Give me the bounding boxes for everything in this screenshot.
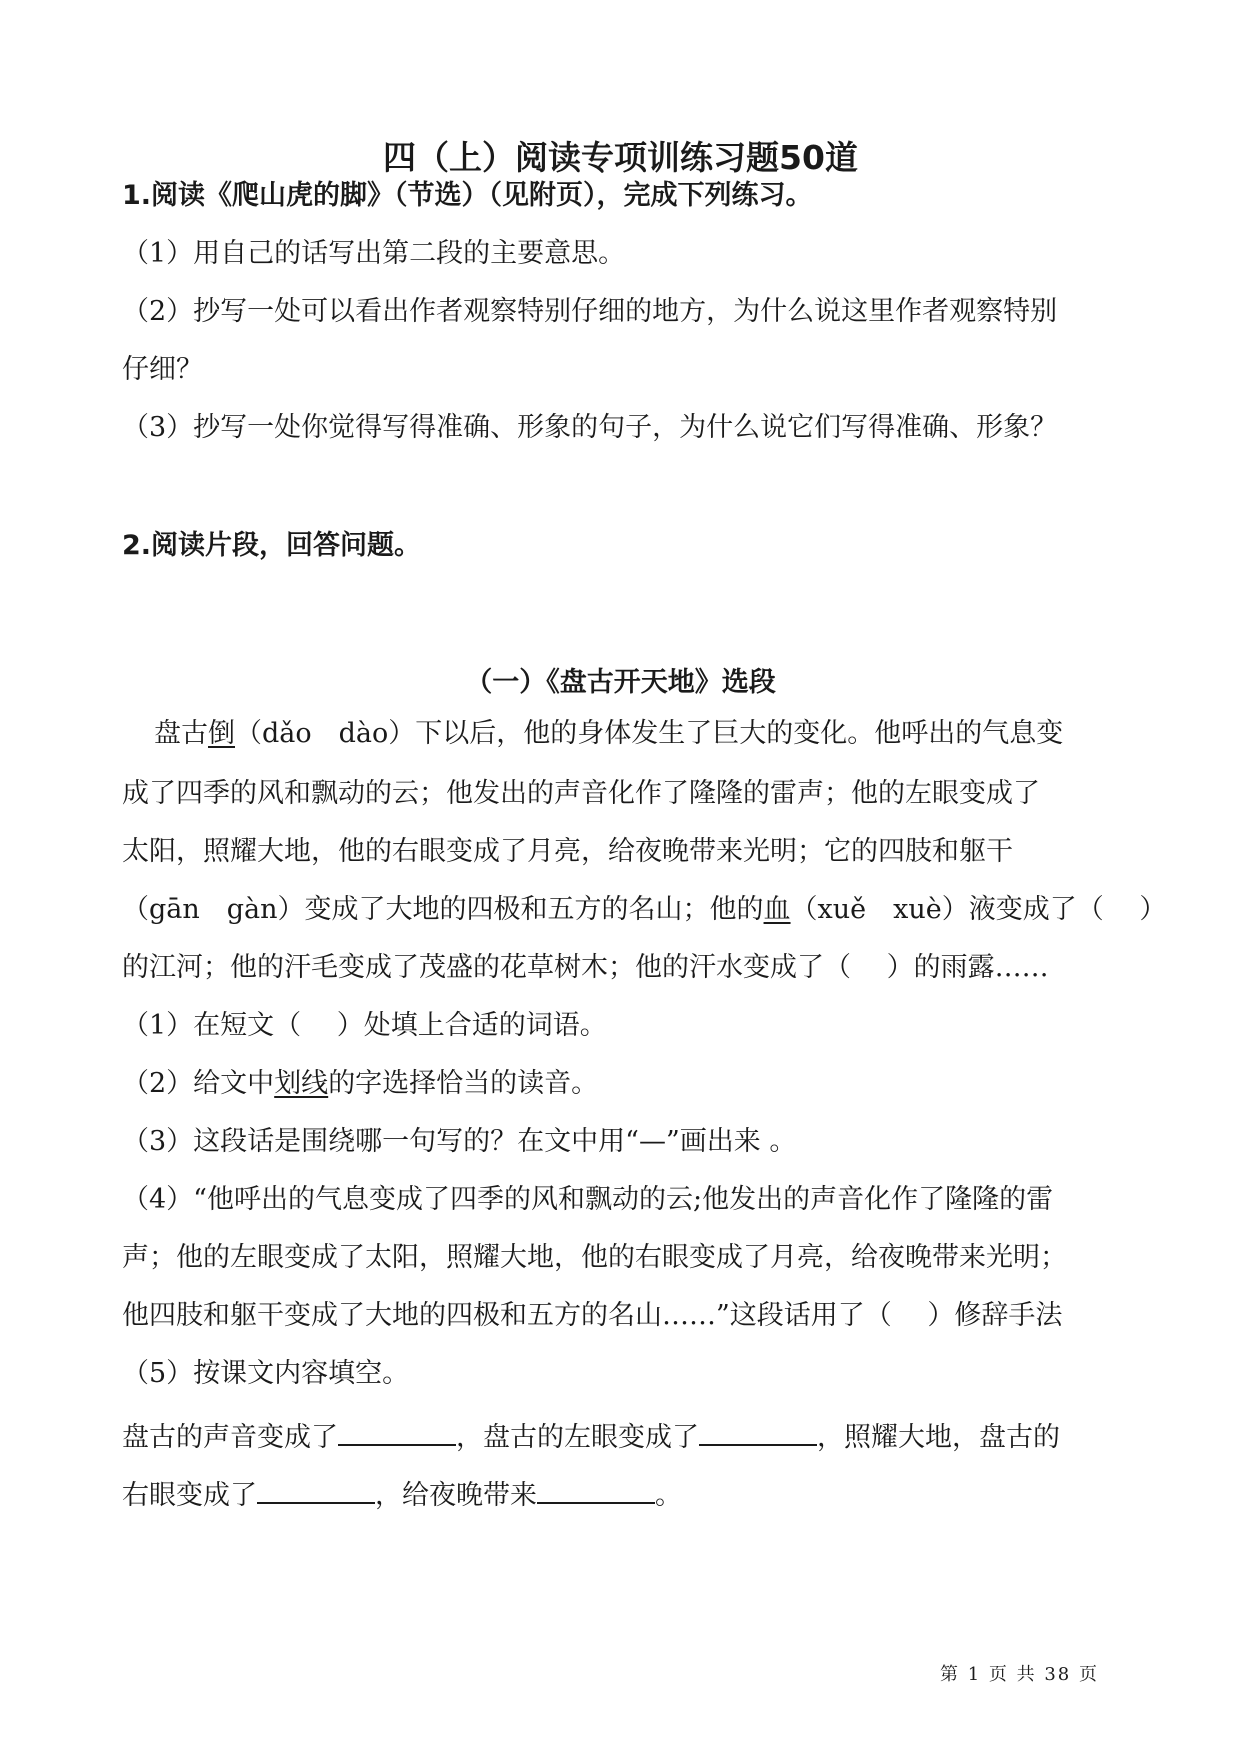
fill-text: 盘古的声音变成了 [122,1422,338,1453]
fill-text: ，照耀大地，盘古的 [817,1422,1060,1453]
sub-question-3: （3）这段话是围绕哪一句写的？在文中用“—”画出来 。 [122,1126,797,1157]
fill-text: 。 [655,1480,682,1511]
question-1-item-2-cont: 仔细？ [122,354,203,385]
fill-text: 右眼变成了 [122,1480,257,1511]
sub-question-4-line-2: 声；他的左眼变成了太阳，照耀大地，他的右眼变成了月亮，给夜晚带来光明； [122,1242,1067,1273]
answer-blank[interactable] [699,1420,817,1446]
answer-blank[interactable] [338,1420,456,1446]
passage-line-5: 的江河；他的汗毛变成了茂盛的花草树木；他的汗水变成了（ ）的雨露…… [122,952,1049,983]
passage-line-4 [122,896,1166,923]
answer-blank[interactable] [537,1478,655,1504]
passage-text: （dǎo dào）下以后，他的身体发生了巨大的变化。他呼出的气息变 [235,718,1064,749]
underlined-char: 倒 [208,718,235,749]
question-text: 的字选择恰当的读音。 [328,1068,599,1099]
answer-blank[interactable] [257,1478,375,1504]
sub-question-1: （1）在短文（ ）处填上合适的词语。 [122,1010,607,1041]
question-1-heading: 1.阅读《爬山虎的脚》（节选）（见附页），完成下列练习。 [122,180,813,211]
passage-line-1 [154,720,1063,747]
sub-question-4-line-1: （4）“他呼出的气息变成了四季的风和飘动的云;他发出的声音化作了隆隆的雷 [122,1184,1054,1215]
passage-text: 盘古 [154,718,208,749]
fill-line-2 [122,1478,682,1509]
question-1-item-3: （3）抄写一处你觉得写得准确、形象的句子，为什么说它们写得准确、形象？ [122,412,1058,443]
passage-text: （xuě xuè）液变成了（ ） [790,894,1167,925]
fill-text: ，盘古的左眼变成了 [456,1422,699,1453]
passage-subtitle: （一）《盘古开天地》选段 [465,667,776,698]
fill-line-1 [122,1420,1060,1451]
fill-text: ，给夜晚带来 [375,1480,537,1511]
question-1-item-1: （1）用自己的话写出第二段的主要意思。 [122,238,626,269]
passage-text: （gān gàn）变成了大地的四极和五方的名山；他的 [122,894,764,925]
sub-question-5: （5）按课文内容填空。 [122,1358,410,1389]
underlined-char: 血 [763,894,791,925]
sub-question-4-line-3: 他四肢和躯干变成了大地的四极和五方的名山……”这段话用了（ ）修辞手法 [122,1300,1063,1331]
question-1-item-2: （2）抄写一处可以看出作者观察特别仔细的地方，为什么说这里作者观察特别 [122,296,1058,327]
page-title: 四（上）阅读专项训练习题50道 [383,138,858,177]
passage-line-2: 成了四季的风和飘动的云；他发出的声音化作了隆隆的雷声；他的左眼变成了 [122,778,1040,809]
sub-question-2 [122,1070,598,1097]
question-text: （2）给文中 [122,1068,275,1099]
question-2-heading: 2.阅读片段，回答问题。 [122,530,422,561]
underlined-word: 划线 [274,1068,329,1099]
passage-line-3: 太阳，照耀大地，他的右眼变成了月亮，给夜晚带来光明；它的四肢和躯干 [122,836,1013,867]
page-number: 第 1 页 共 38 页 [940,1664,1099,1685]
